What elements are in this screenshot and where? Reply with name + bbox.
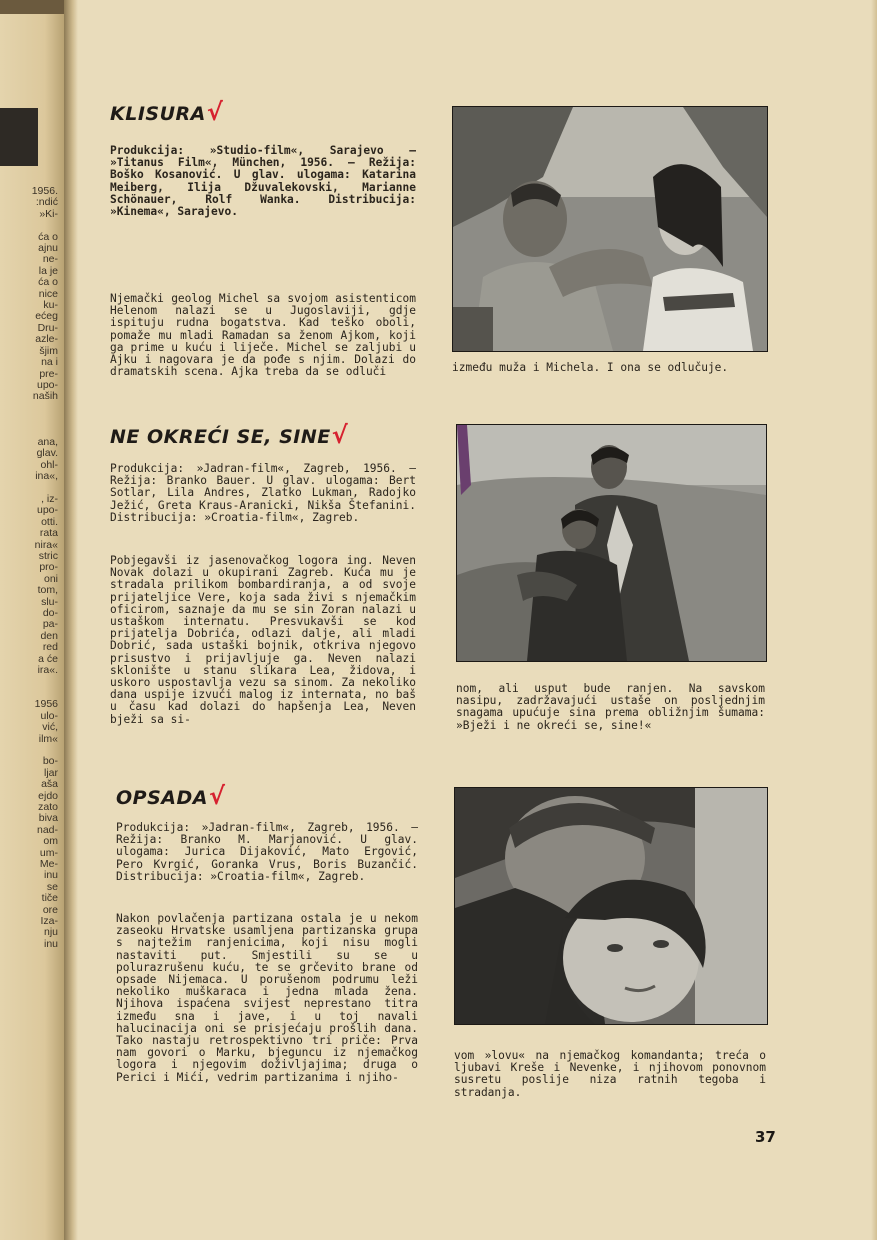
film-still-opsada [454, 787, 768, 1025]
article-title-ne-okreci-se-sine: NE OKREĆI SE, SINE√ [110, 421, 349, 449]
article-body: Pobjegavši iz jasenovačkog logora ing. Neven Novak dolazi u okupirani Zagreb. Kuća mu je stradala prilikom bombardiranja, a od svoje prijateljice Vere, koja sada živi s njemačkim oficirom, saznaje da mu se sin Zoran nalazi u ustaškom internatu. Presvukavši se kod prijatelja Dobrića, odlazi dalje, ali mladi Dobrić, sada ustaški bojnik, otkriva njegovo prisustvo i prijavljuje ga. Neven nalazi sklonište u stanu slikara Lea, židova, i uskoro uspostavlja vezu sa sinom. Za nekoliko dana uspije izvući malog iz internata, no baš u času kad dolazi do hapšenja Lea, Neven bježi sa si- [110, 554, 416, 726]
left-page-photo-fragment [0, 108, 38, 166]
article-credits: Produkcija: »Jadran-film«, Zagreb, 1956. — Režija: Branko Bauer. U glav. ulogama: Bert Sotlar, Lila Andres, Zlatko Lukman, Radojko Ježić, Greta Kraus-Aranicki, Nikša Štefanini. Distribucija: »Croatia-film«, Zagreb. [110, 462, 416, 524]
check-mark-icon: √ [331, 421, 349, 449]
left-page-strip [0, 0, 64, 1240]
film-still-klisura [452, 106, 768, 352]
check-mark-icon: √ [208, 782, 226, 810]
left-page-edge [0, 0, 64, 14]
article-body: Nakon povlačenja partizana ostala je u nekom zaseoku Hrvatske usamljena partizanska grupa s najtežim ranjenicima, koji nisu mogli nastaviti put. Smjestili su se u polurazrušenu kuću, te se grčevito brane od opsade Nijemaca. U porušenom podrumu leži nekoliko muškaraca i jedna mlada žena. Njihova ispaćena svijest neprestano titra između sna i jave, i u toj navali halucinacija oni se prisjećaju prošlih dana. Tako nastaju retrospektivno tri priče: Prva nam govori o Marku, bjeguncu iz njemačkog logora i njegovim doživljajima; druga o Perici i Mići, vedrim partizanima i njiho- [116, 912, 418, 1084]
article-credits: Produkcija: »Studio-film«, Sarajevo — »Titanus Film«, München, 1956. — Režija: Boško Kosanović. U glav. ulogama: Katarina Meiberg, Ilija Džuvalekovski, Marianne Schönauer, Rolf Wanka. Distribucija: »Kinema«, Sarajevo. [110, 144, 416, 219]
article-continuation: nom, ali usput bude ranjen. Na savskom nasipu, zadržavajući ustaše on posljednjim snagama upućuje sina prema obližnjim šumama: »Bježi i ne okreći se, sine!« [456, 682, 765, 732]
article-title-klisura: KLISURA√ [110, 98, 224, 126]
page-gutter [64, 0, 78, 1240]
left-page-text-fragment: 1956. :ndić »Ki- ća o ajnu ne- la je ća o nice ku- ećeg Dru- azle- šjim na i pre- upo- naših ana, glav. ohl- ina«, , iz- upo- otti. rata nira« stric pro- oni tom, slu- do- pa- den red a će ira«. 1956 ulo- vić, ilm« bo- ljar aša ejdo zato biva nad- om um- Me- inu se tiče ore Iza- nju inu [31, 185, 58, 950]
article-title-opsada: OPSADA√ [116, 782, 226, 810]
check-mark-icon: √ [206, 98, 224, 126]
article-continuation: vom »lovu« na njemačkog komandanta; treća o ljubavi Kreše i Nevenke, i njihovom ponovnom susretu poslije niza ratnih tegoba i stradanja. [454, 1049, 766, 1099]
article-credits: Produkcija: »Jadran-film«, Zagreb, 1956. — Režija: Branko M. Marjanović. U glav. ulogama: Jurica Dijaković, Mato Ergović, Pero Kvrgić, Goranka Vrus, Boris Buzančić. Distribucija: »Croatia-film«, Zagreb. [116, 821, 418, 883]
magazine-page [78, 0, 877, 1240]
article-body: Njemački geolog Michel sa svojom asistenticom Helenom nalazi se u Jugoslaviji, gdje ispituju rudna bogatstva. Kad teško oboli, pomaže mu mladi Ramadan sa ženom Ajkom, koji ga prime u kuću i liječe. Michel se zaljubi u Ajku i nagovara je da pođe s njim. Dolazi do dramatskih scena. Ajka treba da se odluči [110, 292, 416, 379]
film-still-ne-okreci-se-sine [456, 424, 767, 662]
article-continuation: između muža i Michela. I ona se odlučuje. [452, 361, 729, 374]
page-number: 37 [755, 1128, 776, 1146]
